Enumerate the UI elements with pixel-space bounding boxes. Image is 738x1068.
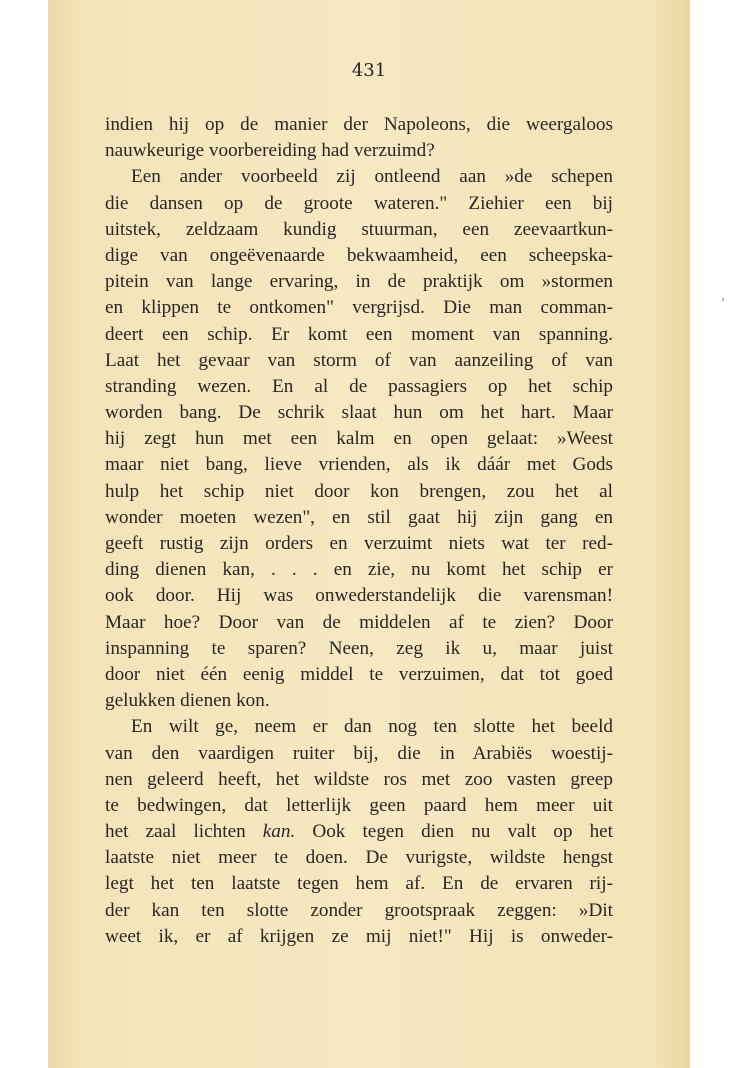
body-text	[105, 112, 613, 950]
text-line: indien hij op de manier der Napoleons, die weergaloos	[105, 114, 613, 135]
text-line: uitstek, zeldzaam kundig stuurman, een zeevaartkun-	[105, 218, 613, 240]
text-line: door niet één eenig middel te verzuimen, dat tot goed	[105, 663, 613, 685]
text-line: van den vaardigen ruiter bij, die in Arabiës woestij-	[105, 742, 613, 764]
text-line: nen geleerd heeft, het wildste ros met zoo vasten greep	[105, 768, 613, 790]
text-line: worden bang. De schrik slaat hun om het hart. Maar	[105, 402, 613, 424]
text-line: gelukken dienen kon.	[105, 690, 270, 712]
text-line: Maar hoe? Door van de middelen af te zien? Door	[105, 611, 613, 633]
text-line: dige van ongeëvenaarde bekwaamheid, een scheepska-	[105, 244, 613, 266]
text-line: ding dienen kan, . . . en zie, nu komt het schip er	[105, 559, 613, 581]
italic-word: kan.	[262, 821, 296, 843]
text-line: ook door. Hij was onwederstandelijk die varensman!	[105, 585, 613, 607]
text-line: laatste niet meer te doen. De vurigste, wildste hengst	[105, 847, 613, 869]
text-line: Laat het gevaar van storm of van aanzeiling of van	[105, 349, 613, 371]
paper-speck	[722, 298, 724, 301]
text-line: Een ander voorbeeld zij ontleend aan »de schepen	[131, 166, 613, 188]
text-line: en klippen te ontkomen" vergrijsd. Die man comman-	[105, 297, 613, 319]
text-line: weet ik, er af krijgen ze mij niet!" Hij is onweder-	[105, 925, 613, 947]
text-line: geeft rustig zijn orders en verzuimt niets wat ter red-	[105, 533, 613, 554]
page-number: 431	[351, 60, 387, 81]
text-line: maar niet bang, lieve vrienden, als ik dáár met Gods	[105, 454, 613, 476]
text-line: inspanning te sparen? Neen, zeg ik u, maar juist	[105, 637, 613, 659]
text-segment: het zaal lichten	[105, 821, 246, 843]
text-line: legt het ten laatste tegen hem af. En de ervaren rij-	[105, 873, 613, 895]
text-line: stranding wezen. En al de passagiers op het schip	[105, 375, 613, 397]
text-line: wonder moeten wezen", en stil gaat hij zijn gang en	[105, 506, 613, 528]
text-line: der kan ten slotte zonder grootspraak zeggen: »Dit	[105, 899, 613, 921]
book-page	[48, 0, 690, 1068]
text-line-mixed	[105, 819, 613, 845]
text-segment: Ook tegen dien nu valt op het	[312, 821, 613, 843]
text-line: die dansen op de groote wateren." Ziehier een bij	[105, 192, 613, 214]
text-line: nauwkeurige voorbereiding had verzuimd?	[105, 140, 435, 162]
text-line: hulp het schip niet door kon brengen, zou het al	[105, 480, 613, 502]
text-line: hij zegt hun met een kalm en open gelaat: »Weest	[105, 428, 613, 450]
text-line: deert een schip. Er komt een moment van spanning.	[105, 323, 613, 345]
text-line: En wilt ge, neem er dan nog ten slotte het beeld	[131, 716, 613, 738]
text-line: te bedwingen, dat letterlijk geen paard hem meer uit	[105, 794, 613, 816]
text-line: pitein van lange ervaring, in de praktijk om »stormen	[105, 271, 613, 293]
